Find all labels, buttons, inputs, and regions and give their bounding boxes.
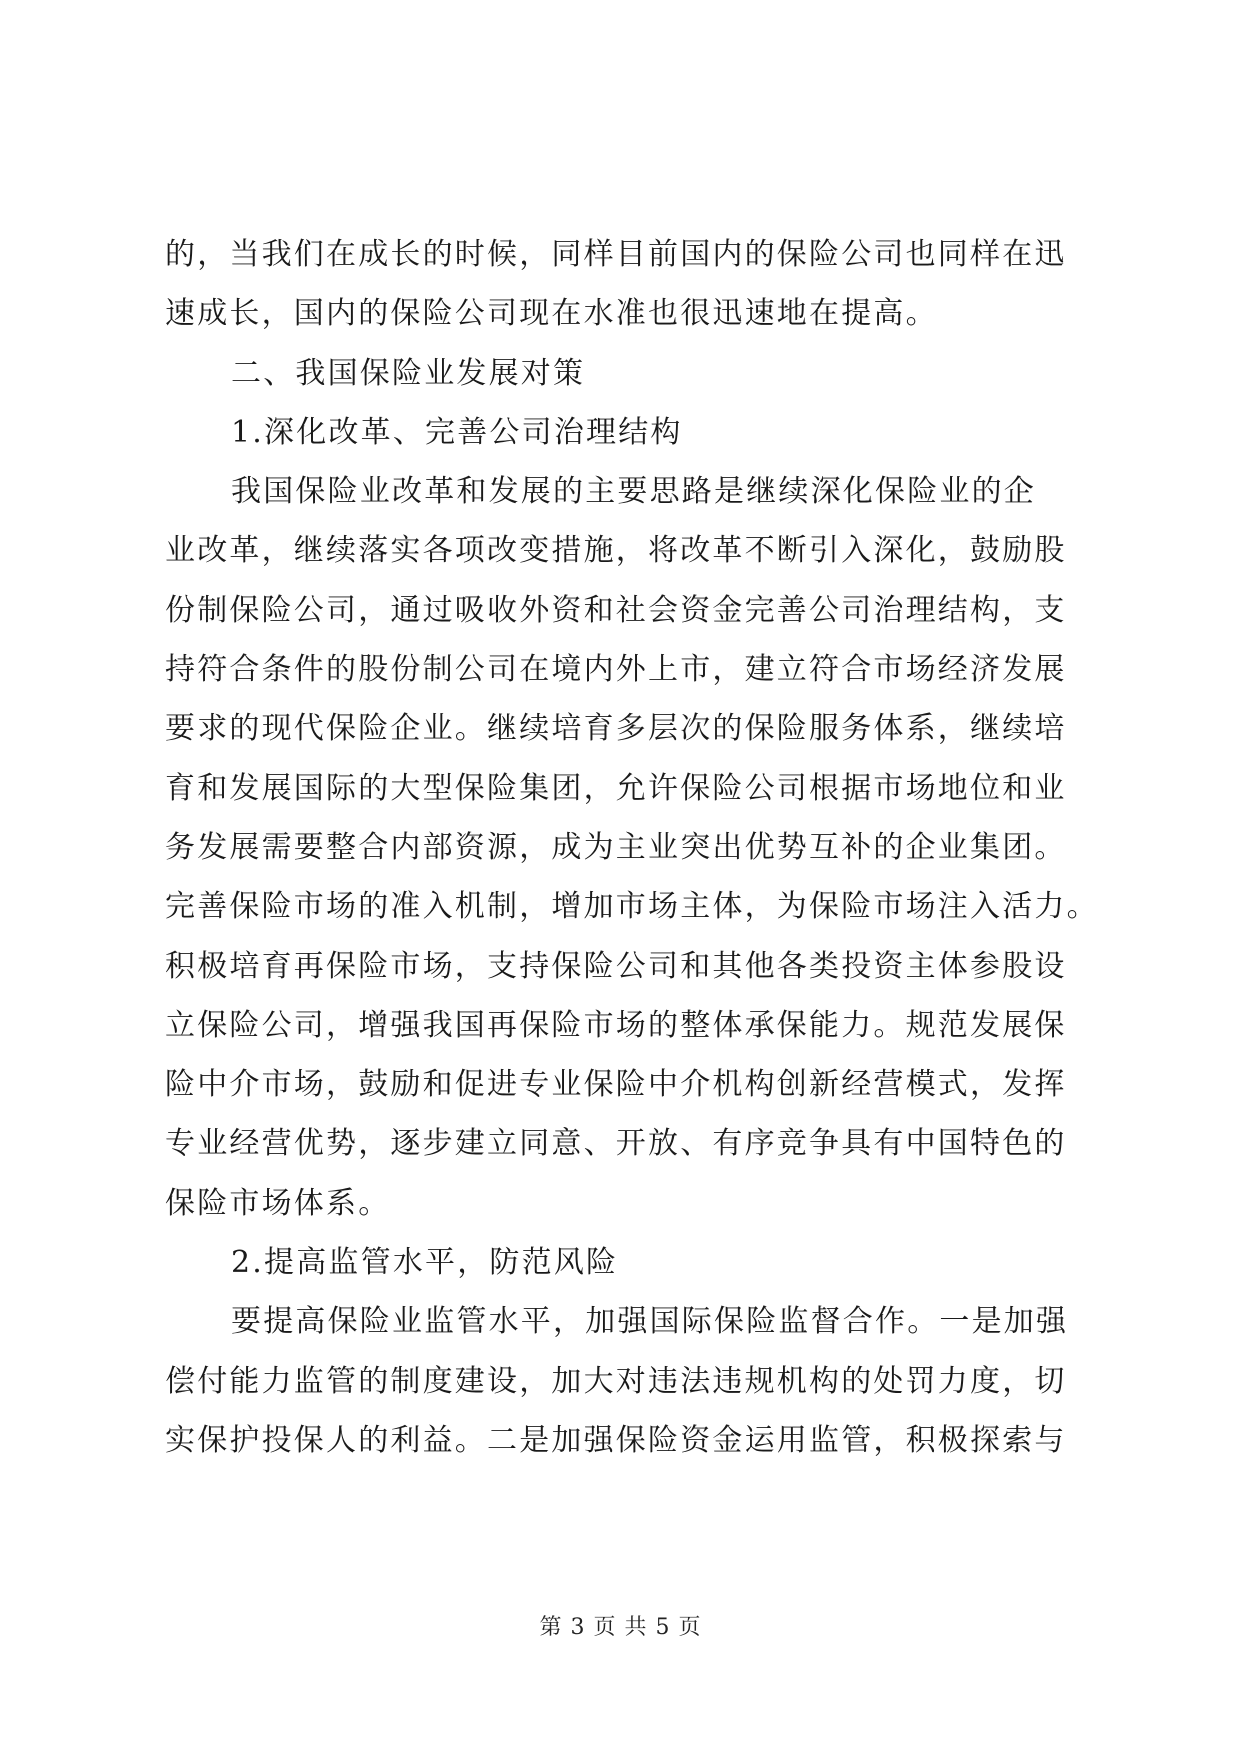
text-line: 立保险公司，增强我国再保险市场的整体承保能力。规范发展保 bbox=[165, 1007, 1067, 1043]
subsection-heading: 2.提高监管水平，防范风险 bbox=[231, 1245, 619, 1281]
text-line: 务发展需要整合内部资源，成为主业突出优势互补的企业集团。 bbox=[165, 829, 1067, 865]
section-heading: 二、我国保险业发展对策 bbox=[231, 355, 586, 391]
page-number-footer: 第 3 页 共 5 页 bbox=[539, 1615, 702, 1640]
text-line: 育和发展国际的大型保险集团，允许保险公司根据市场地位和业 bbox=[165, 770, 1067, 806]
text-line: 持符合条件的股份制公司在境内外上市，建立符合市场经济发展 bbox=[165, 652, 1067, 688]
text-line: 我国保险业改革和发展的主要思路是继续深化保险业的企 bbox=[231, 474, 1036, 510]
subsection-heading: 1.深化改革、完善公司治理结构 bbox=[231, 414, 683, 450]
text-line: 份制保险公司，通过吸收外资和社会资金完善公司治理结构，支 bbox=[165, 592, 1067, 628]
document-body bbox=[165, 225, 1099, 1470]
text-line: 要求的现代保险企业。继续培育多层次的保险服务体系，继续培 bbox=[165, 711, 1067, 747]
text-line: 险中介市场，鼓励和促进专业保险中介机构创新经营模式，发挥 bbox=[165, 1067, 1067, 1103]
text-line: 专业经营优势，逐步建立同意、开放、有序竞争具有中国特色的 bbox=[165, 1126, 1067, 1162]
text-line: 实保护投保人的利益。二是加强保险资金运用监管，积极探索与 bbox=[165, 1422, 1067, 1458]
text-line: 保险市场体系。 bbox=[165, 1185, 391, 1221]
text-line: 积极培育再保险市场，支持保险公司和其他各类投资主体参股设 bbox=[165, 948, 1067, 984]
text-line: 的，当我们在成长的时候，同样目前国内的保险公司也同样在迅 bbox=[165, 237, 1067, 272]
text-line: 完善保险市场的准入机制，增加市场主体，为保险市场注入活力。 bbox=[165, 889, 1099, 925]
text-line: 偿付能力监管的制度建设，加大对违法违规机构的处罚力度，切 bbox=[165, 1363, 1067, 1399]
text-line: 速成长，国内的保险公司现在水准也很迅速地在提高。 bbox=[165, 296, 938, 332]
text-line: 要提高保险业监管水平，加强国际保险监督合作。一是加强 bbox=[231, 1304, 1069, 1340]
text-line: 业改革，继续落实各项改变措施，将改革不断引入深化，鼓励股 bbox=[165, 533, 1067, 569]
